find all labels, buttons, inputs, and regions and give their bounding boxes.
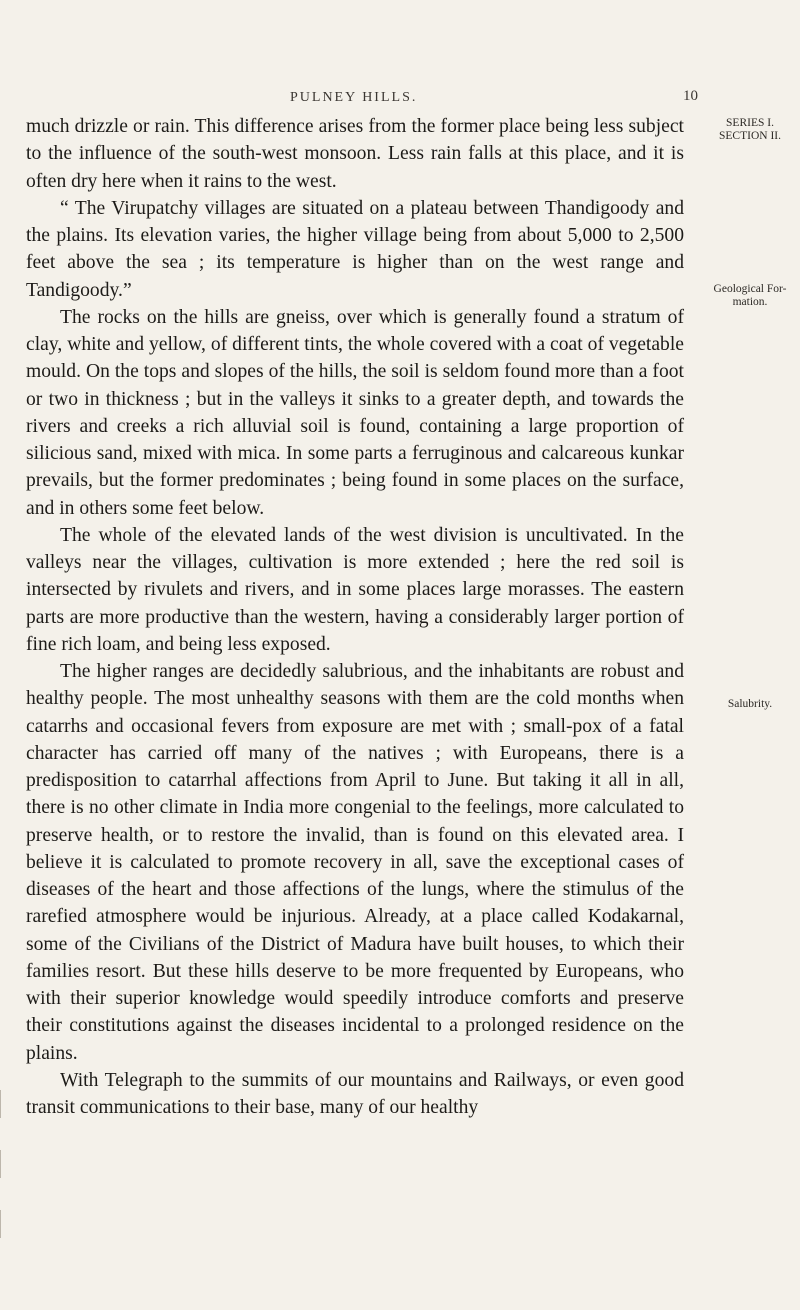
paragraph: The higher ranges are decidedly salubrious, and the inhabitants are robust and healthy people. The most unhealthy seasons with them are the cold months when catarrhs and occasional fevers from exposure are met with ; small-pox of a fatal character has carried off many of the natives ; with Europeans, there is a predisposition to catarrhal affections from April to June. But taking it all in all, there is no other climate in India more congenial to the feelings, more calculated to preserve health, or to restore the invalid, than is found on this elevated area. I believe it is calculated to promote recovery in all, save the exceptional cases of diseases of the heart and those affections of the lungs, where the stimulus of the rarefied atmosphere would be injurious. Already, at a place called Kodakarnal, some of the Civilians of the District of Madura have built houses, to which their families resort. But these hills deserve to be more frequented by Europeans, who with their superior knowledge would speedily introduce comforts and preserve their constitutions against the diseases incidental to a prolonged residence on the plains. [26, 661, 684, 1064]
margin-note-series: SERIES I. [726, 117, 774, 129]
margin-note-geological-formation: Geological For-mation. [713, 283, 787, 308]
paragraph: The rocks on the hills are gneiss, over which is generally found a stratum of clay, white and yellow, of different tints, the whole covered with a coat of vegetable mould. On the tops and slopes of the hills, the soil is seldom found more than a foot or two in thickness ; but in the valleys it sinks to a greater depth, and towards the rivers and creeks a rich alluvial soil is found, containing a large proportion of silicious sand, mixed with mica. In some parts a ferruginous and calcareous kunkar prevails, but the former predominates ; being found in some places on the surface, and in others some feet below. [26, 306, 684, 519]
margin-note-salubrity: Salubrity. [727, 698, 773, 710]
paragraph: The whole of the elevated lands of the west division is uncultivated. In the valleys near the villages, cultivation is more extended ; here the red soil is intersected by rivulets and rivers, and in some places large morasses. The eastern parts are more productive than the western, having a considerably larger portion of fine rich loam, and being less exposed. [26, 524, 684, 655]
page-edge-mark [0, 1210, 9, 1238]
body-text [26, 113, 684, 1121]
paragraph: “ The Virupatchy villages are situated on a plateau between Thandigoody and the plains. Its elevation varies, the higher village being from about 5,000 to 2,500 feet above the sea ; its temperature is higher than on the west range and Tandigoody.” [26, 197, 684, 301]
paragraph: much drizzle or rain. This difference arises from the former place being less subject to the influence of the south-west monsoon. Less rain falls at this place, and it is often dry here when it rains to the west. [26, 116, 684, 192]
page-number: 10 [683, 88, 698, 104]
paragraph: With Telegraph to the summits of our mountains and Railways, or even good transit communications to their base, many of our healthy [26, 1069, 684, 1118]
page-edge-mark [0, 1150, 9, 1178]
margin-note-section: SECTION II. [719, 130, 781, 142]
running-title: PULNEY HILLS. [290, 90, 418, 105]
page-edge-mark [0, 1090, 9, 1118]
